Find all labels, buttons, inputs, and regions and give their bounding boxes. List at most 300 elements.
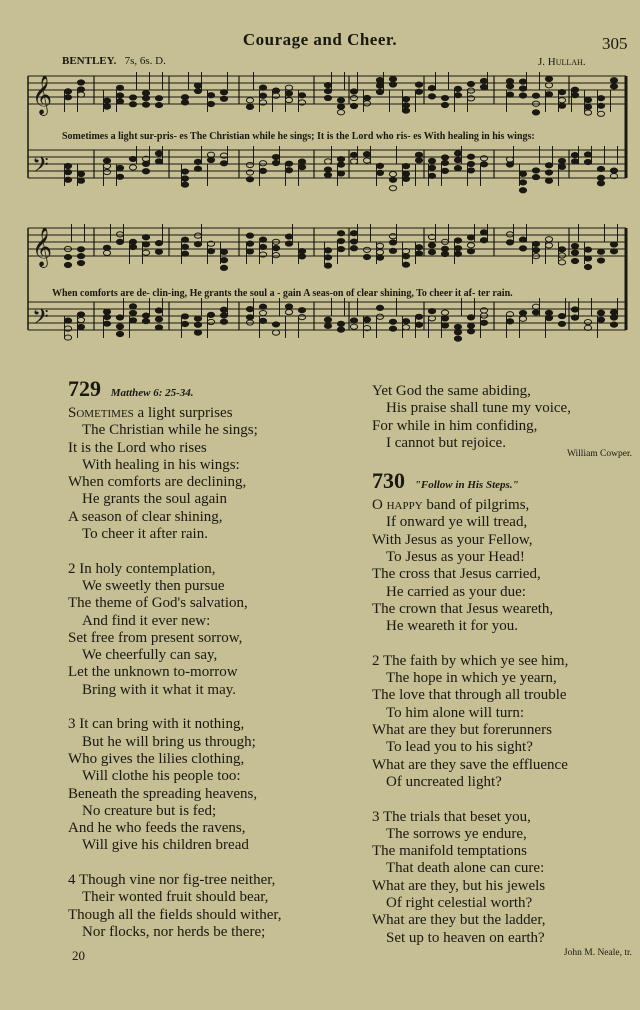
note-head xyxy=(363,317,370,322)
note-head xyxy=(571,159,578,164)
hymn-730 xyxy=(372,468,632,962)
note-head xyxy=(246,315,253,320)
note-head xyxy=(194,322,201,327)
note-head xyxy=(532,174,539,179)
note-head xyxy=(467,88,474,93)
note-head xyxy=(116,99,123,104)
hymn-subtitle: "Follow in His Steps." xyxy=(414,479,519,492)
note-head xyxy=(194,159,201,164)
treble-clef-icon: 𝄞 xyxy=(32,227,53,267)
note-head xyxy=(103,250,110,255)
note-head xyxy=(129,102,136,107)
note-head xyxy=(428,316,435,321)
note-head xyxy=(402,176,409,181)
note-head xyxy=(415,82,422,87)
note-head xyxy=(428,173,435,178)
note-head xyxy=(545,237,552,242)
note-head xyxy=(220,319,227,324)
note-head xyxy=(532,310,539,315)
stanza-1: If onward ye will tread, With Jesus as your Fellow, To Jesus as your Head! The cross that Jesus carried, He carried as your due: The crown that Jesus weareth, He weareth it for you. xyxy=(372,514,554,635)
note-head xyxy=(337,238,344,243)
note-head xyxy=(571,315,578,320)
note-head xyxy=(376,243,383,248)
note-head xyxy=(571,243,578,248)
note-head xyxy=(324,159,331,164)
note-head xyxy=(64,170,71,175)
note-head xyxy=(129,156,136,161)
note-head xyxy=(506,240,513,245)
note-head xyxy=(467,154,474,159)
note-head xyxy=(207,157,214,162)
note-head xyxy=(441,316,448,321)
note-head xyxy=(272,322,279,327)
note-head xyxy=(441,168,448,173)
note-head xyxy=(519,316,526,321)
note-head xyxy=(64,318,71,323)
note-head xyxy=(324,323,331,328)
note-head xyxy=(467,168,474,173)
note-head xyxy=(337,162,344,167)
note-head xyxy=(350,95,357,100)
right-column xyxy=(372,383,632,962)
note-head xyxy=(181,169,188,174)
note-head xyxy=(454,336,461,341)
note-head xyxy=(597,96,604,101)
note-head xyxy=(155,159,162,164)
note-head xyxy=(532,168,539,173)
note-head xyxy=(77,312,84,317)
note-head xyxy=(454,93,461,98)
note-head xyxy=(350,103,357,108)
note-head xyxy=(272,330,279,335)
note-head xyxy=(129,304,136,309)
note-head xyxy=(259,310,266,315)
note-head xyxy=(454,330,461,335)
note-head xyxy=(597,181,604,186)
note-head xyxy=(103,169,110,174)
note-head xyxy=(402,97,409,102)
note-head xyxy=(337,98,344,103)
note-head xyxy=(129,244,136,249)
note-head xyxy=(610,168,617,173)
note-head xyxy=(584,110,591,115)
note-head xyxy=(571,93,578,98)
note-head xyxy=(64,163,71,168)
note-head xyxy=(259,244,266,249)
note-head xyxy=(142,96,149,101)
note-head xyxy=(363,95,370,100)
note-head xyxy=(220,307,227,312)
note-head xyxy=(324,167,331,172)
note-head xyxy=(597,175,604,180)
note-head xyxy=(181,244,188,249)
note-head xyxy=(194,330,201,335)
note-head xyxy=(610,322,617,327)
stanza-2: 2 In holy contemplation, We sweetly then pursue The theme of God's salvation, And find it ever new: Set free from present sorrow, We cheerfully can say, Let the unknown to-morrow Bring with it what it may. xyxy=(68,560,248,698)
note-head xyxy=(103,158,110,163)
note-head xyxy=(116,85,123,90)
note-head xyxy=(64,262,71,267)
note-head xyxy=(363,247,370,252)
note-head xyxy=(506,319,513,324)
note-head xyxy=(350,231,357,236)
stanza-1: The Christian while he sings; It is the Lord who rises With healing in his wings: When comforts are declining, He grants the soul again A season of clear shining, To cheer it after rain. xyxy=(68,422,258,543)
note-head xyxy=(389,186,396,191)
note-head xyxy=(181,321,188,326)
note-head xyxy=(519,237,526,242)
note-head xyxy=(467,315,474,320)
note-head xyxy=(129,165,136,170)
note-head xyxy=(558,247,565,252)
hymn-729 xyxy=(68,376,282,941)
note-head xyxy=(77,317,84,322)
first-line: Sometimes a light surprises xyxy=(68,405,233,421)
note-head xyxy=(389,82,396,87)
note-head xyxy=(181,314,188,319)
note-head xyxy=(584,104,591,109)
note-head xyxy=(480,156,487,161)
note-head xyxy=(376,89,383,94)
note-head xyxy=(116,324,123,329)
note-head xyxy=(259,304,266,309)
note-head xyxy=(246,241,253,246)
author-cowper: William Cowper. xyxy=(566,449,632,460)
note-head xyxy=(454,86,461,91)
bass-clef-icon: 𝄢 xyxy=(32,305,49,335)
note-head xyxy=(155,241,162,246)
note-head xyxy=(337,104,344,109)
note-head xyxy=(519,188,526,193)
note-head xyxy=(155,96,162,101)
note-head xyxy=(454,157,461,162)
note-head xyxy=(415,89,422,94)
note-head xyxy=(350,239,357,244)
note-head xyxy=(402,254,409,259)
note-head xyxy=(467,329,474,334)
note-head xyxy=(285,97,292,102)
note-head xyxy=(558,98,565,103)
note-head xyxy=(376,250,383,255)
note-head xyxy=(584,247,591,252)
note-head xyxy=(519,246,526,251)
note-head xyxy=(285,310,292,315)
note-head xyxy=(272,88,279,93)
note-head xyxy=(467,81,474,86)
note-head xyxy=(298,254,305,259)
note-head xyxy=(545,310,552,315)
note-head xyxy=(506,92,513,97)
note-head xyxy=(376,78,383,83)
note-head xyxy=(298,164,305,169)
note-head xyxy=(220,249,227,254)
note-head xyxy=(376,255,383,260)
note-head xyxy=(519,79,526,84)
note-head xyxy=(259,318,266,323)
note-head xyxy=(532,247,539,252)
note-head xyxy=(142,250,149,255)
note-head xyxy=(363,158,370,163)
note-head xyxy=(350,324,357,329)
note-head xyxy=(116,315,123,320)
note-head xyxy=(480,84,487,89)
note-head xyxy=(363,254,370,259)
note-head xyxy=(181,176,188,181)
bass-clef-icon: 𝄢 xyxy=(32,153,49,183)
note-head xyxy=(64,89,71,94)
note-head xyxy=(194,316,201,321)
note-head xyxy=(77,92,84,97)
note-head xyxy=(337,156,344,161)
note-head xyxy=(376,83,383,88)
note-head xyxy=(558,260,565,265)
treble-clef-icon: 𝄞 xyxy=(32,75,53,115)
stanza-2: 2 The faith by which ye see him, The hope in which ye yearn, The love that through all trouble To him alone will turn: What are they but forerunners To lead you to his sight? What are they save the effluence Of uncreated light? xyxy=(372,652,569,790)
note-head xyxy=(246,162,253,167)
tune-info xyxy=(62,55,166,67)
note-head xyxy=(246,249,253,254)
note-head xyxy=(142,235,149,240)
note-head xyxy=(285,304,292,309)
note-head xyxy=(428,243,435,248)
note-head xyxy=(584,159,591,164)
note-head xyxy=(363,101,370,106)
note-head xyxy=(467,235,474,240)
note-head xyxy=(337,327,344,332)
note-head xyxy=(571,307,578,312)
note-head xyxy=(389,172,396,177)
note-head xyxy=(597,249,604,254)
note-head xyxy=(610,310,617,315)
note-head xyxy=(337,110,344,115)
note-head xyxy=(77,247,84,252)
note-head xyxy=(77,171,84,176)
note-head xyxy=(363,152,370,157)
note-head xyxy=(571,258,578,263)
note-head xyxy=(142,242,149,247)
note-head xyxy=(376,314,383,319)
note-head xyxy=(259,161,266,166)
note-head xyxy=(519,86,526,91)
note-head xyxy=(402,319,409,324)
note-head xyxy=(584,319,591,324)
note-head xyxy=(467,249,474,254)
note-head xyxy=(402,262,409,267)
note-head xyxy=(480,78,487,83)
note-head xyxy=(389,326,396,331)
note-head xyxy=(272,93,279,98)
note-head xyxy=(207,312,214,317)
note-head xyxy=(272,154,279,159)
note-head xyxy=(116,239,123,244)
note-head xyxy=(545,178,552,183)
note-head xyxy=(519,93,526,98)
note-head xyxy=(324,248,331,253)
note-head xyxy=(558,321,565,326)
note-head xyxy=(545,76,552,81)
note-head xyxy=(389,240,396,245)
note-head xyxy=(298,248,305,253)
note-head xyxy=(77,80,84,85)
note-head xyxy=(64,335,71,340)
note-head xyxy=(545,92,552,97)
note-head xyxy=(519,310,526,315)
note-head xyxy=(597,103,604,108)
note-head xyxy=(454,251,461,256)
note-head xyxy=(558,103,565,108)
note-head xyxy=(571,250,578,255)
stanza-4-part-1: 4 Though vine nor fig-tree neither, Their wonted fruit should bear, Though all the fields should wither, Nor flocks, nor herds be there; xyxy=(68,872,282,940)
note-head xyxy=(259,168,266,173)
tune-meter: 7s, 6s. D. xyxy=(124,55,166,67)
note-head xyxy=(376,163,383,168)
note-head xyxy=(506,78,513,83)
note-head xyxy=(506,84,513,89)
note-head xyxy=(155,151,162,156)
note-head xyxy=(558,158,565,163)
note-head xyxy=(571,87,578,92)
note-head xyxy=(402,325,409,330)
note-head xyxy=(207,101,214,106)
note-head xyxy=(441,251,448,256)
note-head xyxy=(415,251,422,256)
note-head xyxy=(337,246,344,251)
note-head xyxy=(285,168,292,173)
note-head xyxy=(116,331,123,336)
note-head xyxy=(207,319,214,324)
note-head xyxy=(441,246,448,251)
note-head xyxy=(155,317,162,322)
note-head xyxy=(402,171,409,176)
note-head xyxy=(129,95,136,100)
note-head xyxy=(337,171,344,176)
note-head xyxy=(246,233,253,238)
lyrics-line-2: When comforts are de- clin-ing, He grants the soul a - gain A seas-on of clear shining, To cheer it af- ter rain. xyxy=(52,288,513,299)
note-head xyxy=(428,94,435,99)
note-head xyxy=(116,93,123,98)
note-head xyxy=(350,246,357,251)
note-head xyxy=(545,315,552,320)
note-head xyxy=(376,305,383,310)
note-head xyxy=(116,165,123,170)
note-head xyxy=(454,246,461,251)
note-head xyxy=(324,317,331,322)
note-head xyxy=(103,314,110,319)
note-head xyxy=(584,152,591,157)
note-head xyxy=(220,90,227,95)
note-head xyxy=(506,157,513,162)
note-head xyxy=(259,93,266,98)
note-head xyxy=(610,78,617,83)
note-head xyxy=(324,172,331,177)
note-head xyxy=(220,265,227,270)
note-head xyxy=(103,309,110,314)
note-head xyxy=(220,258,227,263)
note-head xyxy=(376,170,383,175)
note-head xyxy=(155,325,162,330)
note-head xyxy=(272,253,279,258)
note-head xyxy=(480,162,487,167)
note-head xyxy=(506,162,513,167)
note-head xyxy=(324,263,331,268)
note-head xyxy=(181,100,188,105)
note-head xyxy=(389,76,396,81)
note-head xyxy=(610,84,617,89)
note-head xyxy=(259,85,266,90)
note-head xyxy=(350,159,357,164)
note-head xyxy=(610,315,617,320)
note-head xyxy=(402,108,409,113)
note-head xyxy=(103,321,110,326)
note-head xyxy=(129,310,136,315)
note-head xyxy=(415,152,422,157)
note-head xyxy=(389,319,396,324)
note-head xyxy=(324,255,331,260)
note-head xyxy=(337,231,344,236)
note-head xyxy=(103,104,110,109)
note-head xyxy=(545,243,552,248)
note-head xyxy=(298,308,305,313)
note-head xyxy=(597,317,604,322)
hymn-number: 729 xyxy=(68,376,101,401)
note-head xyxy=(142,313,149,318)
signature-mark: 20 xyxy=(72,948,85,963)
note-head xyxy=(428,309,435,314)
note-head xyxy=(454,166,461,171)
note-head xyxy=(194,166,201,171)
note-head xyxy=(428,165,435,170)
note-head xyxy=(597,111,604,116)
note-head xyxy=(480,238,487,243)
note-head xyxy=(142,319,149,324)
note-head xyxy=(194,233,201,238)
note-head xyxy=(441,95,448,100)
note-head xyxy=(220,313,227,318)
note-head xyxy=(181,182,188,187)
note-head xyxy=(467,323,474,328)
note-head xyxy=(415,245,422,250)
scripture-reference: Matthew 6: 25-34. xyxy=(110,387,194,399)
note-head xyxy=(142,90,149,95)
author-neale: John M. Neale, tr. xyxy=(563,947,632,958)
note-head xyxy=(389,248,396,253)
note-head xyxy=(558,164,565,169)
note-head xyxy=(402,103,409,108)
note-head xyxy=(441,323,448,328)
note-head xyxy=(285,234,292,239)
note-head xyxy=(415,322,422,327)
note-head xyxy=(181,237,188,242)
tune-name: BENTLEY. xyxy=(62,55,117,67)
note-head xyxy=(77,260,84,265)
note-head xyxy=(142,102,149,107)
note-head xyxy=(77,178,84,183)
stanza-3: 3 The trials that beset you, The sorrows ye endure, The manifold temptations That death alone can cure: What are they, but his jewels Of right celestial worth? What are they but the ladder, Set up to heaven on earth? xyxy=(372,808,546,946)
note-head xyxy=(480,320,487,325)
note-head xyxy=(129,318,136,323)
note-head xyxy=(532,241,539,246)
note-head xyxy=(142,161,149,166)
note-head xyxy=(584,256,591,261)
note-head xyxy=(220,161,227,166)
note-head xyxy=(350,318,357,323)
note-head xyxy=(610,242,617,247)
note-head xyxy=(298,315,305,320)
first-line: O happy band of pilgrims, xyxy=(372,497,530,514)
note-head xyxy=(77,324,84,329)
hymn-number: 730 xyxy=(372,468,405,494)
note-head xyxy=(181,251,188,256)
note-head xyxy=(415,158,422,163)
